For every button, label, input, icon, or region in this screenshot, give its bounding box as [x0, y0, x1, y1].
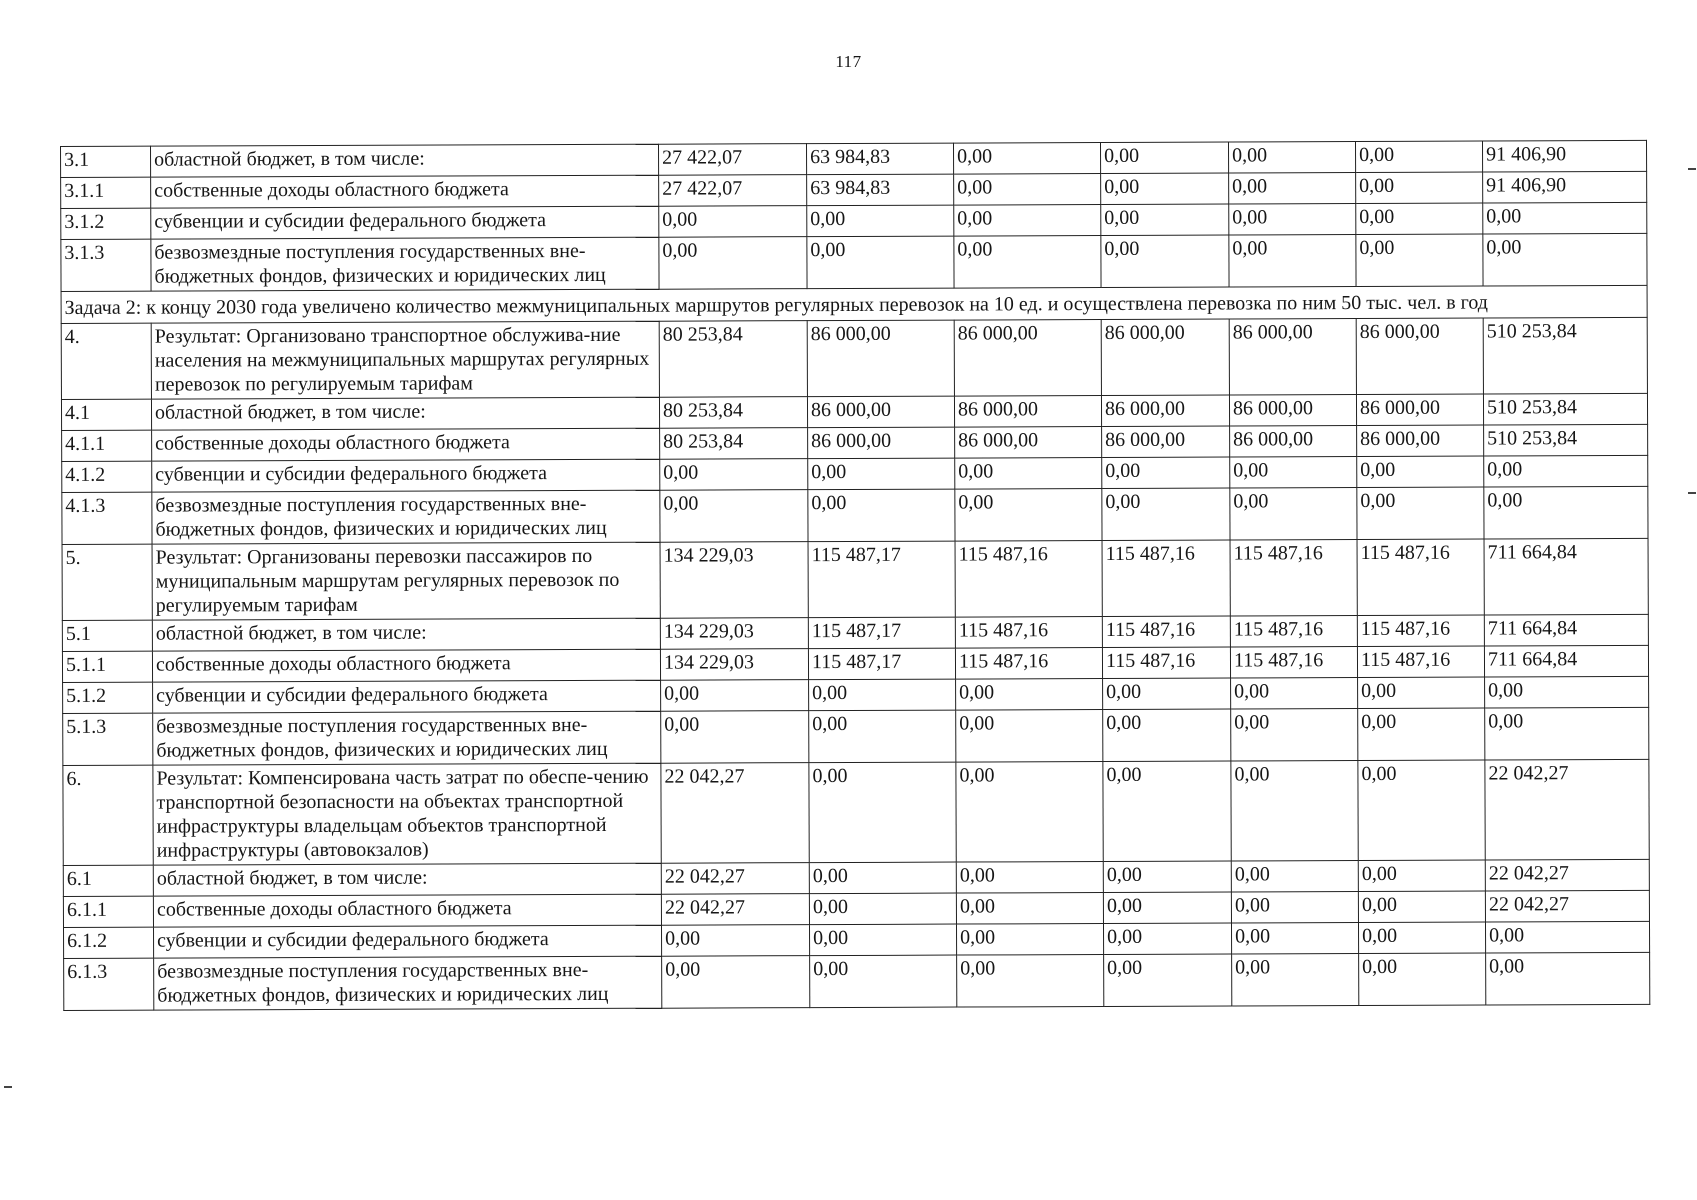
value-cell: 22 042,27 [1485, 859, 1649, 891]
value-cell: 0,00 [659, 206, 807, 238]
row-number: 4.1.2 [62, 461, 152, 492]
value-cell: 0,00 [1104, 954, 1232, 1006]
value-cell: 0,00 [954, 236, 1101, 289]
value-cell: 0,00 [1231, 923, 1358, 954]
value-cell: 0,00 [1358, 708, 1485, 760]
value-cell: 0,00 [1355, 141, 1482, 172]
value-cell: 0,00 [1103, 923, 1231, 954]
value-cell: 86 000,00 [1229, 319, 1356, 395]
value-cell: 0,00 [1357, 456, 1484, 487]
row-number: 4.1.1 [62, 430, 152, 461]
value-cell: 0,00 [1358, 891, 1485, 922]
value-cell: 0,00 [1358, 760, 1485, 860]
value-cell: 115 487,16 [955, 541, 1102, 618]
value-cell: 0,00 [809, 762, 956, 863]
value-cell: 0,00 [956, 923, 1103, 955]
value-cell: 134 229,03 [660, 542, 808, 619]
table-row [63, 759, 1649, 865]
value-cell: 0,00 [807, 236, 954, 289]
value-cell: 86 000,00 [954, 396, 1101, 428]
value-cell: 86 000,00 [807, 320, 954, 397]
row-number: 3.1.2 [61, 208, 151, 239]
row-number: 5.1.2 [63, 682, 153, 713]
value-cell: 63 984,83 [806, 143, 953, 175]
value-cell: 0,00 [1486, 952, 1650, 1005]
task-text: Задача 2: к концу 2030 года увеличено количество межмуниципальных маршрутов регулярных перевозок на 10 ед. и осуществлена перевозка по ним 50 тыс. чел. в год [61, 285, 1647, 323]
value-cell: 0,00 [1228, 142, 1355, 173]
value-cell: 86 000,00 [1357, 425, 1484, 456]
value-cell: 0,00 [808, 458, 955, 490]
row-number: 3.1.3 [61, 239, 151, 291]
row-description: безвозмездные поступления государственных вне-бюджетных фондов, физических и юридических лиц [153, 711, 661, 765]
value-cell: 0,00 [1358, 860, 1485, 891]
value-cell: 22 042,27 [1485, 759, 1649, 860]
value-cell: 0,00 [956, 679, 1103, 711]
value-cell: 0,00 [660, 490, 808, 543]
value-cell: 27 422,07 [659, 175, 807, 207]
value-cell: 91 406,90 [1483, 171, 1647, 203]
value-cell: 115 487,16 [955, 617, 1102, 649]
value-cell: 0,00 [807, 205, 954, 237]
value-cell: 0,00 [809, 862, 956, 894]
value-cell: 0,00 [1103, 709, 1231, 761]
row-description: безвозмездные поступления государственных вне-бюджетных фондов, физических и юридических лиц [154, 956, 662, 1010]
row-description: собственные доходы областного бюджета [151, 175, 659, 208]
value-cell: 0,00 [661, 925, 809, 957]
value-cell: 0,00 [1102, 457, 1230, 488]
value-cell: 91 406,90 [1482, 140, 1646, 172]
value-cell: 0,00 [1359, 953, 1486, 1005]
margin-mark [4, 1086, 12, 1088]
value-cell: 22 042,27 [661, 863, 809, 895]
table-row [64, 952, 1650, 1010]
row-number: 6.1.3 [64, 958, 154, 1010]
value-cell: 0,00 [1484, 455, 1648, 487]
value-cell: 0,00 [809, 893, 956, 925]
value-cell: 0,00 [957, 954, 1104, 1007]
row-description: областной бюджет, в том числе: [153, 863, 661, 896]
value-cell: 86 000,00 [1356, 318, 1483, 394]
value-cell: 0,00 [1103, 678, 1231, 709]
row-number: 6. [63, 765, 153, 865]
value-cell: 0,00 [1102, 488, 1230, 540]
value-cell: 86 000,00 [1101, 395, 1229, 426]
row-number: 5. [62, 544, 152, 620]
value-cell: 80 253,84 [659, 397, 807, 429]
value-cell: 0,00 [1356, 172, 1483, 203]
value-cell: 86 000,00 [955, 427, 1102, 459]
value-cell: 115 487,16 [1357, 615, 1484, 646]
value-cell: 0,00 [659, 237, 807, 290]
value-cell: 0,00 [1101, 235, 1229, 287]
value-cell: 0,00 [662, 956, 810, 1009]
row-description: собственные доходы областного бюджета [152, 428, 660, 461]
row-description: Результат: Организованы перевозки пассажиров по муниципальным маршрутам регулярных перевозок по регулируемым тарифам [152, 542, 660, 620]
row-description: субвенции и субсидии федерального бюджета [152, 459, 660, 492]
margin-mark [1688, 492, 1696, 494]
value-cell: 0,00 [1229, 173, 1356, 204]
value-cell: 0,00 [1100, 142, 1228, 173]
value-cell: 0,00 [808, 489, 955, 542]
value-cell: 0,00 [1231, 761, 1358, 861]
value-cell: 0,00 [660, 459, 808, 491]
row-number: 3.1 [61, 146, 151, 177]
value-cell: 115 487,16 [1230, 647, 1357, 678]
value-cell: 115 487,16 [1230, 616, 1357, 647]
row-description: собственные доходы областного бюджета [152, 649, 660, 682]
value-cell: 86 000,00 [807, 396, 954, 428]
value-cell: 115 487,17 [808, 617, 955, 649]
row-description: безвозмездные поступления государственных вне-бюджетных фондов, физических и юридических лиц [152, 490, 660, 544]
row-description: областной бюджет, в том числе: [151, 397, 659, 430]
value-cell: 115 487,16 [1102, 647, 1230, 678]
value-cell: 0,00 [1231, 709, 1358, 761]
value-cell: 0,00 [1484, 486, 1648, 539]
value-cell: 86 000,00 [1230, 426, 1357, 457]
value-cell: 0,00 [956, 710, 1103, 763]
value-cell: 115 487,17 [808, 541, 955, 618]
value-cell: 86 000,00 [1229, 395, 1356, 426]
row-number: 4. [61, 323, 151, 399]
value-cell: 510 253,84 [1484, 424, 1648, 456]
row-description: областной бюджет, в том числе: [151, 144, 659, 177]
value-cell: 0,00 [1483, 202, 1647, 234]
value-cell: 510 253,84 [1483, 317, 1647, 394]
value-cell: 86 000,00 [1356, 394, 1483, 425]
budget-table [60, 140, 1650, 1011]
table-row [61, 233, 1647, 291]
value-cell: 0,00 [1357, 487, 1484, 539]
table-row [62, 538, 1648, 620]
value-cell: 80 253,84 [659, 321, 807, 398]
value-cell: 0,00 [1230, 457, 1357, 488]
row-description: безвозмездные поступления государственных вне-бюджетных фондов, физических и юридических лиц [151, 237, 659, 291]
value-cell: 0,00 [1231, 861, 1358, 892]
value-cell: 0,00 [954, 205, 1101, 237]
value-cell: 0,00 [661, 680, 809, 712]
value-cell: 115 487,16 [955, 648, 1102, 680]
value-cell: 0,00 [956, 861, 1103, 893]
row-description: Результат: Компенсирована часть затрат по обеспе-чению транспортной безопасности на объектах транспортной инфраструктуры владельцам объектов транспортной инфраструктуры (автовокзалов) [153, 763, 661, 865]
value-cell: 0,00 [809, 710, 956, 763]
table-row [62, 486, 1648, 544]
value-cell: 0,00 [809, 924, 956, 956]
value-cell: 0,00 [1229, 204, 1356, 235]
value-cell: 86 000,00 [1101, 319, 1229, 395]
value-cell: 0,00 [955, 489, 1102, 542]
row-description: собственные доходы областного бюджета [153, 894, 661, 927]
value-cell: 0,00 [1103, 761, 1231, 861]
value-cell: 86 000,00 [808, 427, 955, 459]
table-row [61, 317, 1647, 399]
row-description: субвенции и субсидии федерального бюджета [153, 680, 661, 713]
value-cell: 510 253,84 [1483, 393, 1647, 425]
value-cell: 0,00 [1101, 204, 1229, 235]
row-number: 6.1.2 [64, 927, 154, 958]
row-number: 5.1 [62, 620, 152, 651]
value-cell: 22 042,27 [1485, 890, 1649, 922]
value-cell: 86 000,00 [1102, 426, 1230, 457]
value-cell: 0,00 [809, 679, 956, 711]
value-cell: 0,00 [1101, 173, 1229, 204]
row-number: 3.1.1 [61, 177, 151, 208]
value-cell: 0,00 [1229, 235, 1356, 287]
value-cell: 63 984,83 [807, 174, 954, 206]
value-cell: 0,00 [953, 143, 1100, 175]
value-cell: 115 487,16 [1230, 540, 1357, 616]
value-cell: 0,00 [1231, 678, 1358, 709]
value-cell: 86 000,00 [954, 320, 1101, 397]
table-body [61, 140, 1650, 1010]
value-cell: 115 487,16 [1102, 616, 1230, 647]
value-cell: 0,00 [1103, 861, 1231, 892]
row-description: субвенции и субсидии федерального бюджета [151, 206, 659, 239]
value-cell: 80 253,84 [660, 428, 808, 460]
value-cell: 0,00 [1358, 677, 1485, 708]
value-cell: 0,00 [1485, 676, 1649, 708]
row-number: 5.1.3 [63, 713, 153, 765]
value-cell: 115 487,17 [808, 648, 955, 680]
value-cell: 0,00 [954, 174, 1101, 206]
row-number: 4.1 [61, 399, 151, 430]
value-cell: 0,00 [955, 458, 1102, 490]
margin-mark [1688, 168, 1696, 170]
value-cell: 711 664,84 [1484, 538, 1648, 615]
value-cell: 711 664,84 [1484, 614, 1648, 646]
value-cell: 22 042,27 [661, 894, 809, 926]
page-number: 117 [835, 52, 862, 71]
row-number: 6.1 [63, 865, 153, 896]
value-cell: 0,00 [1483, 233, 1647, 286]
value-cell: 115 487,16 [1357, 646, 1484, 677]
value-cell: 115 487,16 [1357, 539, 1484, 615]
row-number: 4.1.3 [62, 492, 152, 544]
value-cell: 711 664,84 [1484, 645, 1648, 677]
value-cell: 22 042,27 [661, 763, 809, 864]
value-cell: 0,00 [956, 762, 1103, 863]
row-number: 5.1.1 [62, 651, 152, 682]
value-cell: 134 229,03 [660, 649, 808, 681]
value-cell: 0,00 [810, 955, 957, 1008]
value-cell: 0,00 [1485, 921, 1649, 953]
row-number: 6.1.1 [63, 896, 153, 927]
row-description: областной бюджет, в том числе: [152, 618, 660, 651]
value-cell: 0,00 [1231, 892, 1358, 923]
value-cell: 0,00 [1356, 203, 1483, 234]
row-description: субвенции и субсидии федерального бюджета [154, 925, 662, 958]
value-cell: 0,00 [1230, 488, 1357, 540]
value-cell: 0,00 [1232, 954, 1359, 1006]
value-cell: 0,00 [1356, 234, 1483, 286]
value-cell: 0,00 [1103, 892, 1231, 923]
value-cell: 115 487,16 [1102, 540, 1230, 616]
value-cell: 0,00 [661, 711, 809, 764]
value-cell: 0,00 [1485, 707, 1649, 760]
value-cell: 134 229,03 [660, 618, 808, 650]
table-row [63, 707, 1649, 765]
value-cell: 0,00 [956, 892, 1103, 924]
row-description: Результат: Организовано транспортное обслужива-ние населения на межмуниципальных маршрутах регулярных перевозок по регулируемым тарифам [151, 321, 659, 399]
value-cell: 0,00 [1358, 922, 1485, 953]
value-cell: 27 422,07 [658, 144, 806, 176]
